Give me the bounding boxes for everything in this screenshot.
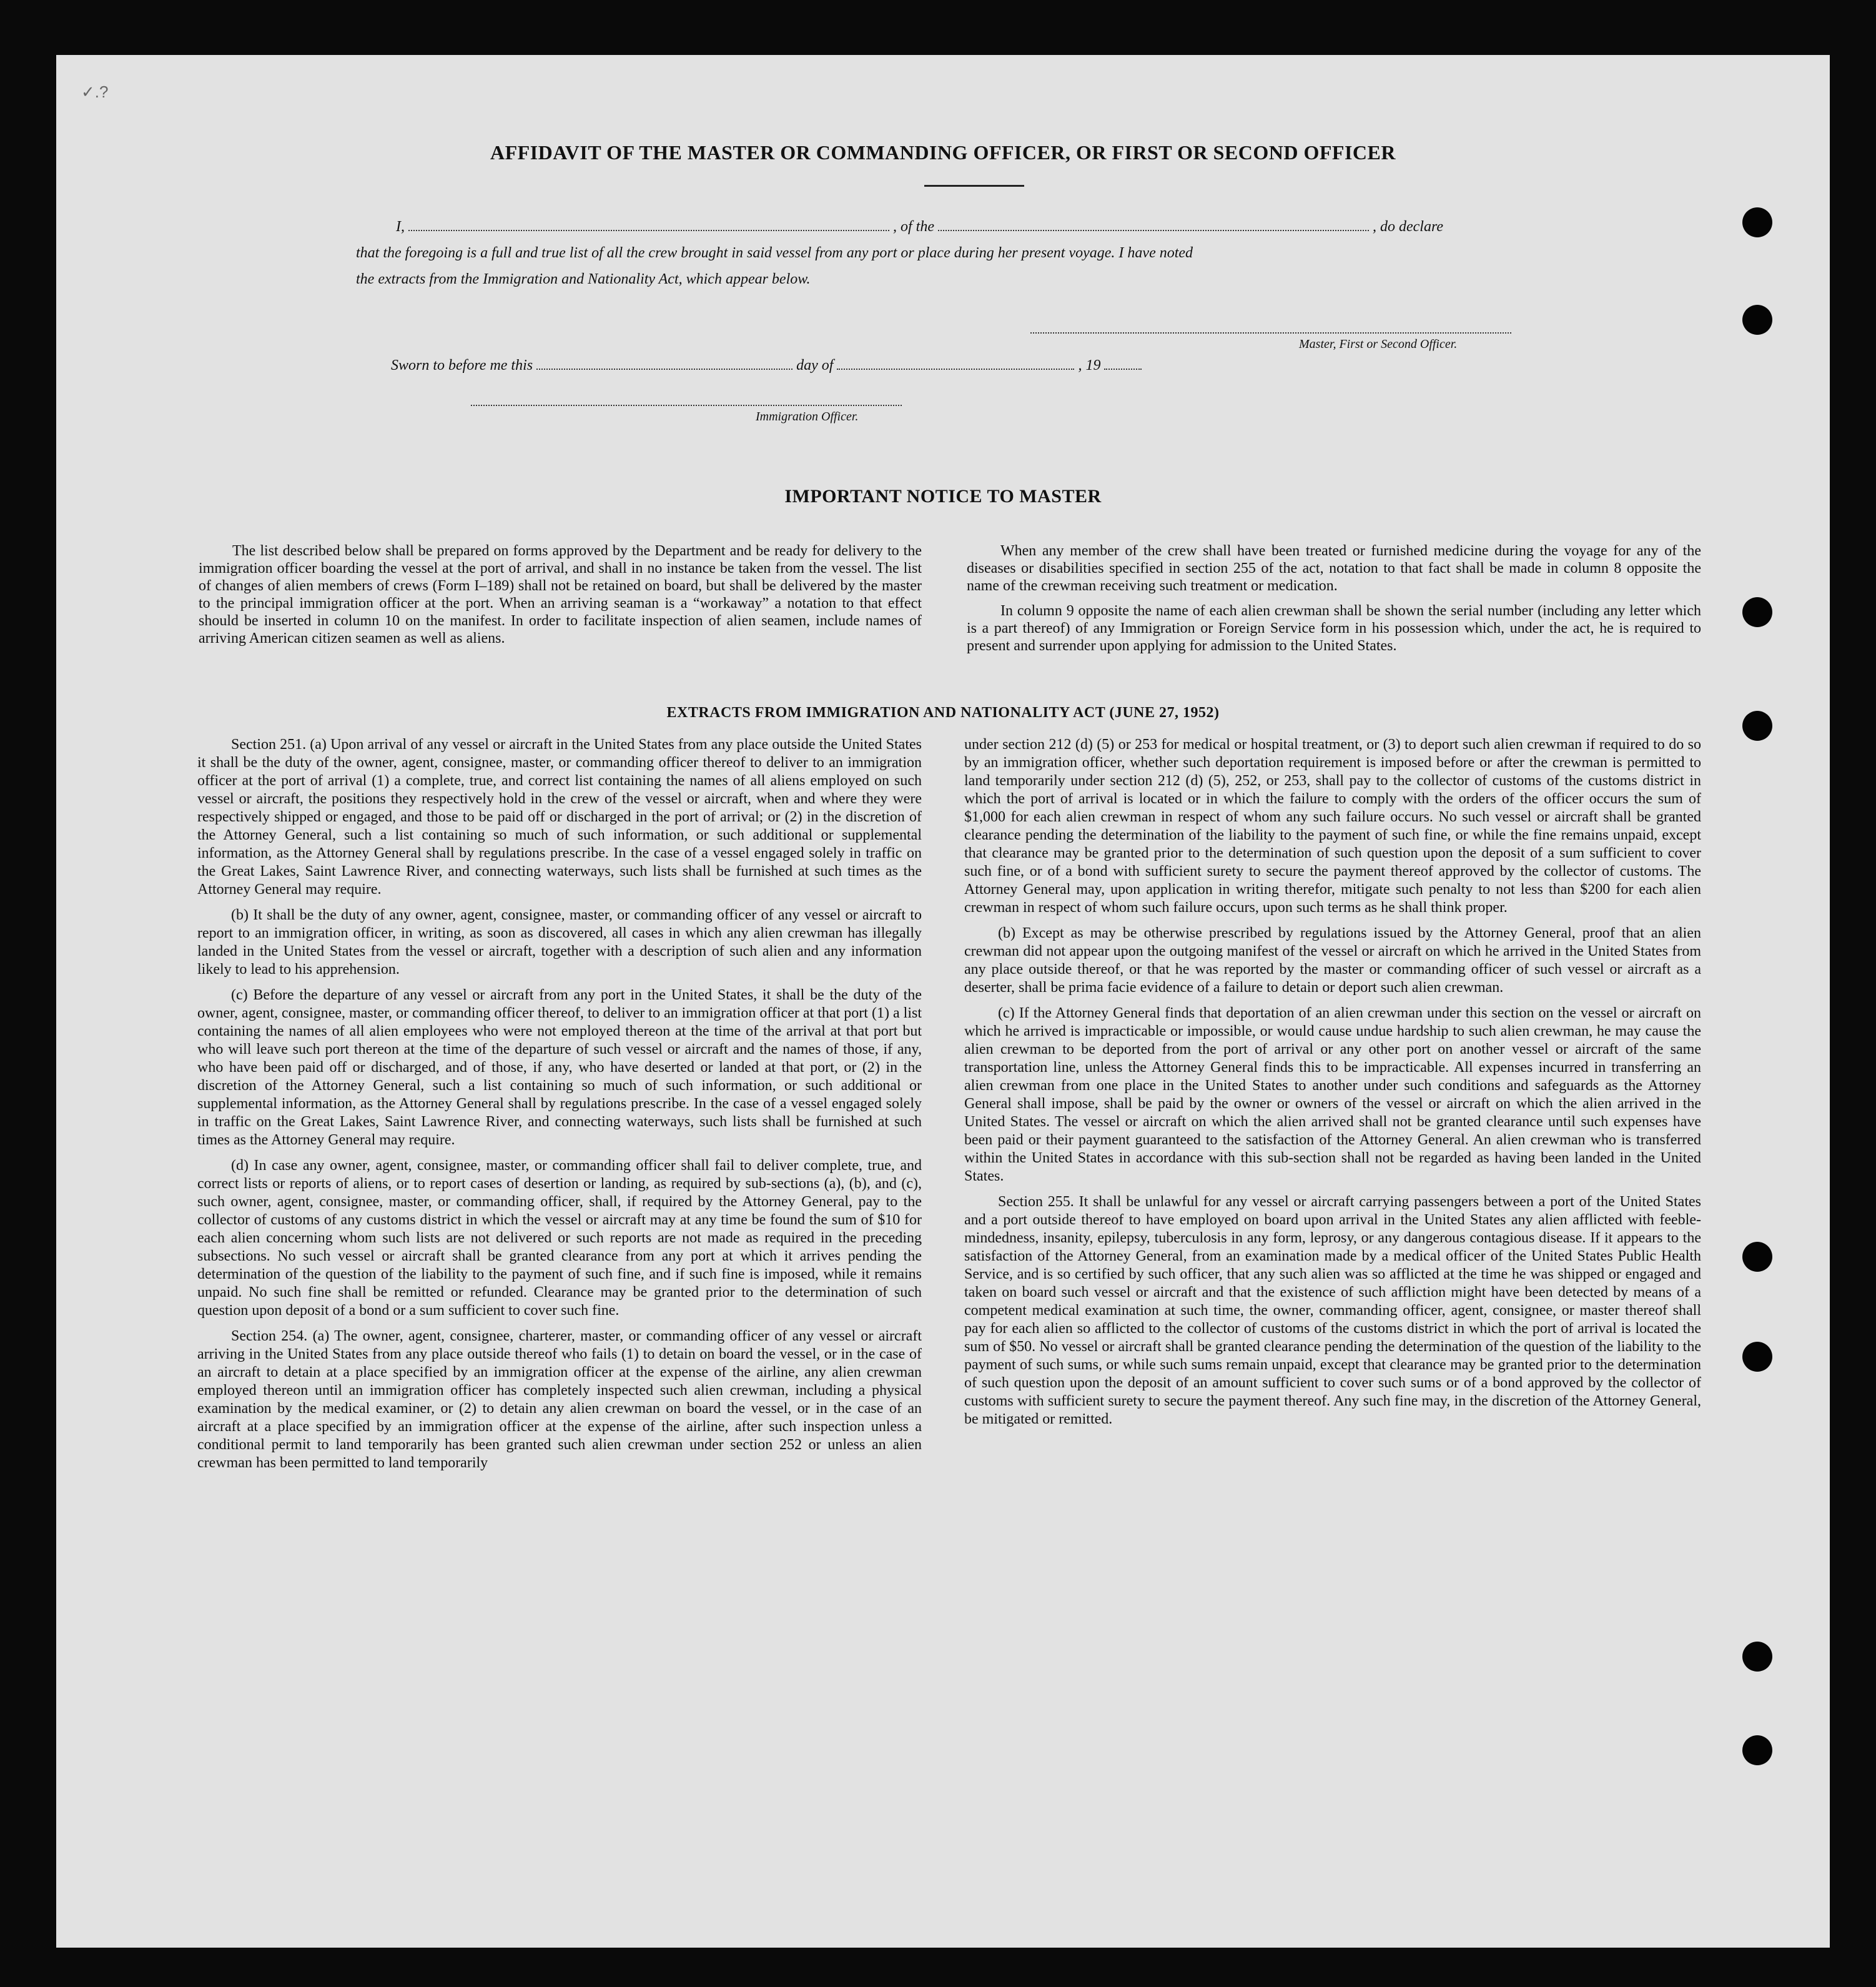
binder-hole: [1742, 1342, 1772, 1372]
master-caption: Master, First or Second Officer.: [1299, 337, 1458, 351]
officer-signature-line: [471, 404, 902, 406]
binder-hole: [1742, 207, 1772, 237]
declaration-line: [396, 219, 1443, 235]
binder-hole: [1742, 1242, 1772, 1272]
statement-line-2: that the foregoing is a full and true list of all the crew brought in said vessel from any port or place during her present voyage. I have noted: [356, 245, 1193, 261]
binder-hole: [1742, 1735, 1772, 1765]
corner-scan-mark: ✓.?: [81, 82, 109, 101]
name-blank: [408, 229, 889, 231]
master-signature-line: [1030, 331, 1511, 334]
officer-caption: Immigration Officer.: [756, 410, 859, 424]
binder-hole: [1742, 1642, 1772, 1672]
section-254-b: (b) Except as may be otherwise prescribed by regulations issued by the Attorney General, proof that an alien crewman did not appear upon the outgoing manifest of the vessel or aircraft on which he arrived in the United States from any place outside thereof, or that he was reported by the master or commanding officer of such vessel or aircraft as a deserter, shall be prima facie evidence of a failure to detain or deport such alien crewman.: [964, 925, 1701, 996]
sworn-label: Sworn to before me this: [391, 357, 533, 374]
section-251-b: (b) It shall be the duty of any owner, agent, consignee, master, or commanding officer of any vessel or aircraft to report to an immigration officer, in writing, as soon as discovered, all cases in which any alien crewman has illegally landed in the United States from the vessel or aircraft, together with a description of such alien and any information likely to lead to his apprehension.: [197, 907, 922, 978]
binder-hole: [1742, 305, 1772, 335]
document-page: [56, 55, 1830, 1948]
do-declare-label: , do declare: [1373, 219, 1444, 235]
day-of-label: day of: [796, 357, 834, 374]
year-blank: [1104, 367, 1142, 370]
month-blank: [837, 367, 1074, 370]
notice-right-paragraph-2: In column 9 opposite the name of each alien crewman shall be shown the serial number (including any letter which is a part thereof) of any Immigration or Foreign Service form in his possession which, under the act, he is required to present and surrender upon applying for admission to the United States.: [967, 603, 1701, 654]
extracts-left-column: [197, 736, 922, 1480]
section-254-c: (c) If the Attorney General finds that deportation of an alien crewman under this section on the vessel or aircraft on which he arrived is impracticable or impossible, or would cause undue hardship to such alien crewman, he may cause the alien crewman to be deported from the port of arrival or any other port on another vessel or aircraft of the same transportation line, unless the Attorney General finds this to be impracticable. All expenses incurred in transferring an alien crewman from one place in the United States to another under such conditions and safeguards as the Attorney General shall impose, shall be paid by the owner or owners of the vessel or aircraft on which the alien arrived in the United States. The vessel or aircraft on which the alien arrived shall not be granted clearance until such expenses have been paid or their payment guaranteed to the satisfaction of the Attorney General. An alien crewman who is transferred within the United States in accordance with this sub-section shall not be regarded as having been landed in the United States.: [964, 1005, 1701, 1184]
section-251-a: Section 251. (a) Upon arrival of any vessel or aircraft in the United States from any place outside the United States it shall be the duty of the owner, agent, consignee, master, or commanding officer thereof to deliver to an immigration officer at the port of arrival (1) a complete, true, and correct list containing the names of all aliens employed on such vessel or aircraft, the positions they respectively hold in the crew of the vessel or aircraft, when and where they were respectively shipped or engaged, and those to be paid off or discharged in the port of arrival; or (2) in the discretion of the Attorney General, such a list containing so much of such information, or such additional or supplemental information, as the Attorney General shall by regulations prescribe. In the case of a vessel engaged solely in traffic on the Great Lakes, Saint Lawrence River, and connecting waterways, such lists shall be furnished at such times as the Attorney General may require.: [197, 736, 922, 898]
notice-right-paragraph-1: When any member of the crew shall have been treated or furnished medicine during the voyage for any of the diseases or disabilities specified in section 255 of the act, notation to that fact shall be made in column 8 opposite the name of the crewman receiving such treatment or medication.: [967, 543, 1701, 594]
day-blank: [536, 367, 792, 370]
i-label: I,: [396, 219, 405, 235]
extracts-right-column: [964, 736, 1701, 1436]
title-rule: [924, 185, 1024, 187]
binder-hole: [1742, 597, 1772, 627]
section-251-c: (c) Before the departure of any vessel or aircraft from any port in the United States, it shall be the duty of the owner, agent, consignee, master, or commanding officer thereof, to deliver to an immigration officer at that port (1) a list containing the names of all alien employees who were not employed thereon at the time of the arrival at that port but who will leave such port thereon at the time of the departure of such vessel or aircraft and the names of those, if any, who have been paid off or discharged, and of those, if any, who have deserted or landed at that port, or (2) in the discretion of the Attorney General, such a list containing so much of such information, or such additional or supplemental information, as the Attorney General shall by regulations prescribe. In the case of a vessel engaged solely in traffic on the Great Lakes, Saint Lawrence River, and connecting waterways, such lists shall be furnished at such times as the Attorney General may require.: [197, 987, 922, 1148]
notice-left-column: [199, 542, 922, 655]
sworn-line: [391, 357, 1145, 374]
section-255: Section 255. It shall be unlawful for any vessel or aircraft carrying passengers between a port of the United States and a port outside thereof to have employed on board upon arrival in the United States any alien afflicted with feeble-mindedness, insanity, epilepsy, tuberculosis in any form, leprosy, or any dangerous contagious disease. If it appears to the satisfaction of the Attorney General, from an examination made by a medical officer of the United States Public Health Service, and is so certified by such officer, that any such alien was so afflicted at the time he was shipped or engaged and taken on board such vessel or aircraft and that the existence of such affliction might have been detected by means of a competent medical examination at such time, the owner, commanding officer, agent, consignee, or master thereof shall pay for each alien so afflicted to the collector of customs of the customs district in which the port of arrival is located the sum of $50. No vessel or aircraft shall be granted clearance pending the determination of the question of the liability to the payment of such sums, or while such sums remain unpaid, except that clearance may be granted prior to the determination of such question upon the deposit of an amount sufficient to cover such sums or of a bond approved by the collector of customs with sufficient surety to secure the payment thereof. Any such fine may, in the discretion of the Attorney General, be mitigated or remitted.: [964, 1194, 1701, 1427]
of-the-label: , of the: [893, 219, 934, 235]
notice-left-paragraph: The list described below shall be prepared on forms approved by the Department and be ready for delivery to the immigration officer boarding the vessel at the port of arrival, and shall in no instance be taken from the vessel. The list of changes of alien members of crews (Form I–189) shall not be retained on board, but shall be delivered by the master to the principal immigration officer at the port. When an arriving seaman is a “workaway” a notation to that effect should be inserted in column 10 on the manifest. In order to facilitate inspection of alien seamen, include names of arriving American citizen seamen as well as aliens.: [199, 543, 922, 647]
section-254-a-continued: under section 212 (d) (5) or 253 for medical or hospital treatment, or (3) to deport such alien crewman if required to do so by an immigration officer, whether such deportation requirement is imposed before or after the crewman is permitted to land temporarily under section 212 (d) (5), 252, or 253, shall pay to the collector of customs of the customs district in which the port of arrival is located or in which the failure to comply with the orders of the officer occurs the sum of $1,000 for each alien crewman in respect of whom any such failure occurs. No such vessel or aircraft shall be granted clearance pending the determination of the liability to the payment of such fine, or while the fine remains unpaid, except that clearance may be granted prior to the determination of such question upon the deposit of a sum sufficient to cover such fine, or of a bond with sufficient surety to secure the payment thereof approved by the collector of customs. The Attorney General may, upon application in writing therefor, mitigate such penalty to not less than $200 for each alien crewman in respect of whom such failure occurs, upon such terms as he shall think proper.: [964, 736, 1701, 916]
year-label: , 19: [1078, 357, 1101, 374]
extracts-title: EXTRACTS FROM IMMIGRATION AND NATIONALITY ACT (JUNE 27, 1952): [666, 705, 1220, 721]
notice-right-column: [967, 542, 1701, 662]
section-251-d: (d) In case any owner, agent, consignee, master, or commanding officer shall fail to deliver complete, true, and correct lists or reports of aliens, or to report cases of desertion or landing, as required by sub-sections (a), (b), and (c), such owner, agent, consignee, master, or commanding officer, shall, if required by the Attorney General, pay to the collector of customs of any customs district in which the vessel or aircraft may at any time be found the sum of $10 for each alien concerning whom such lists are not delivered or such reports are not made as required in the preceding subsections. No such vessel or aircraft shall be granted clearance from any port at which it arrives pending the determination of the question of the liability to the payment of such fine, and if such fine is imposed, while it remains unpaid. No such fine shall be remitted or refunded. Clearance may be granted prior to the determination of such question upon deposit of a bond or a sum sufficient to cover such fine.: [197, 1157, 922, 1319]
section-254-a: Section 254. (a) The owner, agent, consignee, charterer, master, or commanding officer of any vessel or aircraft arriving in the United States from any place outside thereof who fails (1) to detain on board the vessel, or in the case of an aircraft to detain at a place specified by an immigration officer at the expense of the airline, any alien crewman employed thereon until an immigration officer has completely inspected such alien crewman, including a physical examination by the medical examiner, or (2) to detain any alien crewman on board the vessel, or in the case of an aircraft at a place specified by an immigration officer at the expense of the airline, after such inspection unless a conditional permit to land temporarily has been granted such alien crewman under section 252 or unless an alien crewman has been permitted to land temporarily: [197, 1328, 922, 1471]
notice-title: IMPORTANT NOTICE TO MASTER: [784, 486, 1102, 507]
statement-line-3: the extracts from the Immigration and Nationality Act, which appear below.: [356, 271, 811, 287]
vessel-blank: [938, 229, 1369, 231]
affidavit-title: AFFIDAVIT OF THE MASTER OR COMMANDING OFFICER, OR FIRST OR SECOND OFFICER: [490, 141, 1396, 164]
